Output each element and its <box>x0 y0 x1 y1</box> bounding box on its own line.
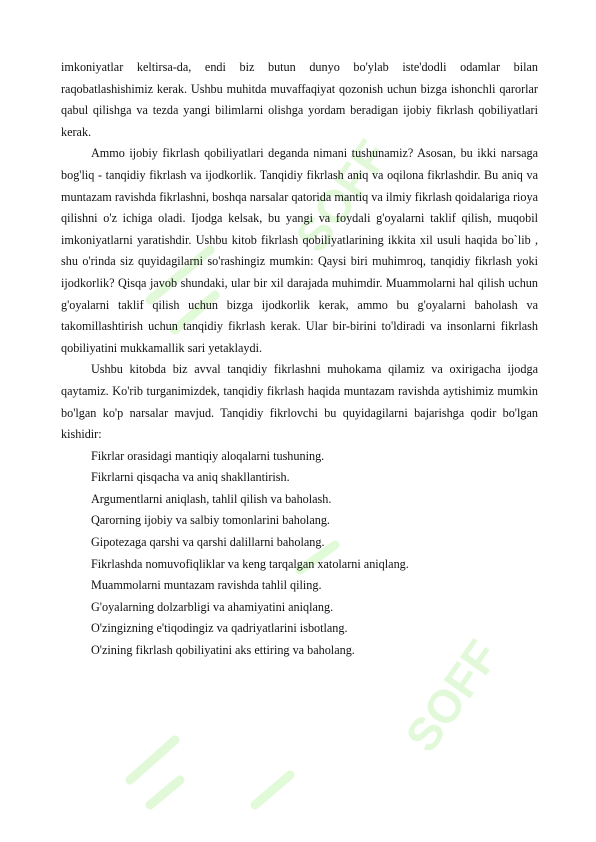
critical-thinker-list <box>61 446 538 662</box>
list-item: Muammolarni muntazam ravishda tahlil qiling. <box>91 578 322 593</box>
list-item: Fikrlashda nomuvofiqliklar va keng tarqalgan xatolarni aniqlang. <box>91 556 409 571</box>
paragraph-1: imkoniyatlar keltirsa-da, endi biz butun dunyo bo'ylab iste'dodli odamlar bilan raqobatlashishimiz kerak. Ushbu muhitda muvaffaqiyat qozonish uchun bizga ishonchli qarorlar qabul qilishga va tezda yangi bilimlarni olishga yordam beradigan ijobiy fikrlash qobiliyatlari kerak. <box>61 60 538 139</box>
watermark-text-top: SOFF <box>285 130 399 261</box>
list-item: G'oyalarning dolzarbligi va ahamiyatini aniqlang. <box>91 599 334 614</box>
paragraph-2: Ammo ijobiy fikrlash qobiliyatlari deganda nimani tushunamiz? Asosan, bu ikki narsaga bog'liq - tanqidiy fikrlash va ijodkorlik. Tanqidiy fikrlash aniq va oqilona fikrlashdir. Bu aniq va muntazam ravishda fikrlashni, boshqa narsalar qatorida mantiq va ilmiy fikrlash qoidalariga rioya qilishni o'z ichiga oladi. Ijodga kelsak, bu yangi va foydali g'oyalarni taklif qilish, muqobil imkoniyatlarni yaratishdir. Ushbu kitob fikrlash qobiliyatlarining ikkita xil usuli haqida bo`lib , shu o'rinda siz quyidagilarni so'rashingiz mumkin: Qaysi biri muhimroq, tanqidiy fikrlash yoki ijodkorlik? Qisqa javob shundaki, ular bir xil darajada muhimdir. Muammolarni hal qilish uchun g'oyalarni taklif qilish uchun bizga ijodkorlik kerak, ammo bu g'oyalarni baholash va takomillashtirish uchun tanqidiy fikrlash kerak. Ular bir-birini to'ldiradi va insonlarni fikrlash qobiliyatini mukkamallik sari yetaklaydi. <box>61 146 538 355</box>
list-item: Gipotezaga qarshi va qarshi dalillarni baholang. <box>91 535 325 550</box>
list-item: O'zingizning e'tiqodingiz va qadriyatlarini isbotlang. <box>91 621 348 636</box>
list-item: O'zining fikrlash qobiliyatini aks ettiring va baholang. <box>91 643 355 658</box>
list-item: Argumentlarni aniqlash, tahlil qilish va baholash. <box>91 491 332 506</box>
watermark-text-bottom: SOFF <box>395 630 509 761</box>
document-body <box>61 57 538 662</box>
paragraph-3: Ushbu kitobda biz avval tanqidiy fikrlashni muhokama qilamiz va oxirigacha ijodga qaytamiz. Ko'rib turganimizdek, tanqidiy fikrlash haqida muntazam ravishda aytishimiz mumkin bo'lgan ko'p narsalar mavjud. Tanqidiy fikrlovchi bu quyidagilarni bajarishga qodir bo'lgan kishidir: <box>61 362 538 442</box>
list-item: Fikrlarni qisqacha va aniq shakllantirish. <box>91 470 290 485</box>
list-item: Qarorning ijobiy va salbiy tomonlarini baholang. <box>91 513 330 528</box>
list-item: Fikrlar orasidagi mantiqiy aloqalarni tushuning. <box>91 448 325 463</box>
